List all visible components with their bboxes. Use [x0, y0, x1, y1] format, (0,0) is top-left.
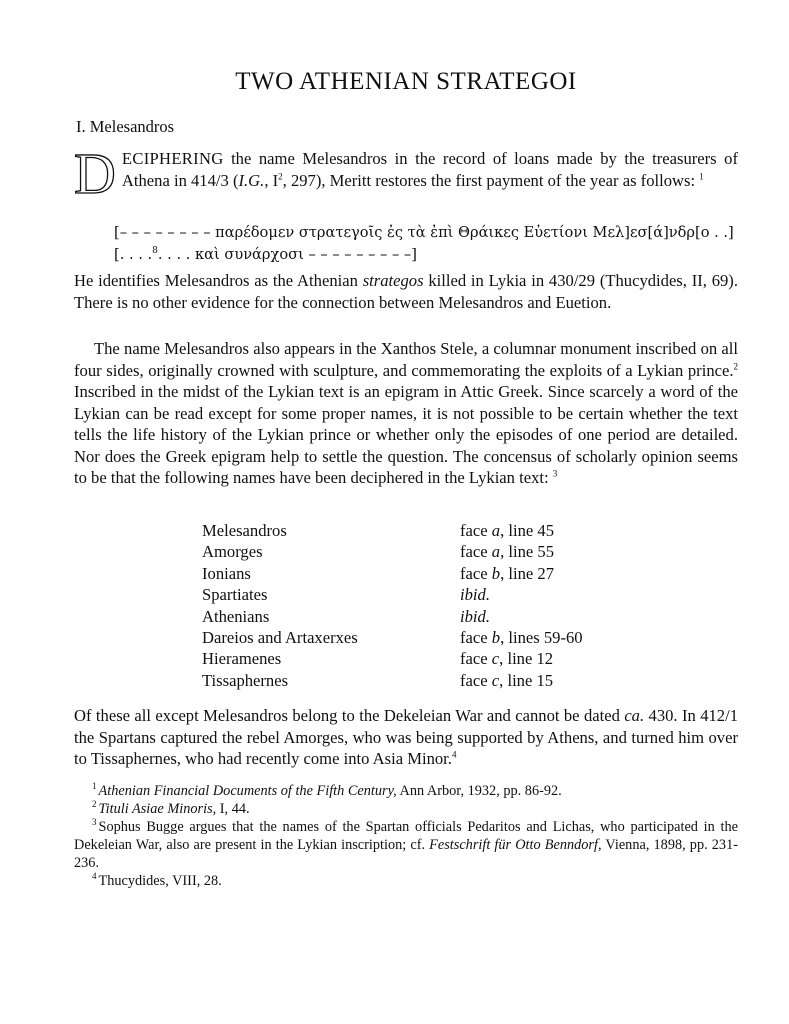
paragraph-2: He identifies Melesandros as the Athenian strategos killed in Lykia in 430/29 (Thucydides, II, 69). There is no other evidence for the connection between Melesandros and Euetion.: [74, 271, 738, 312]
footnote-4: $^4$ Thucydides, VIII, 28.: [92, 871, 222, 889]
name-cell: Melesandros: [202, 521, 287, 540]
paragraph-3: The name Melesandros also appears in the Xanthos Stele, a columnar monument inscribed on all four sides, originally crowned with sculpture, and commemorating the exploits of a Lykian prince.$^2$ Inscribed in the midst of the Lykian text is an epigram in Attic Greek. Since scarcely a word of the Lykian can be read except for some proper names, it is not possible to be certain whether the text tells the life history of the Lykian prince or whether only the episodes of one period are detailed. Nor does the Greek epigram help to settle the question. The concensus of scholarly opinion seems to be that the following names have been deciphered in the Lykian text: $^3$: [74, 339, 738, 487]
table-row: [202, 648, 662, 669]
ref-cell: face c, line 12: [460, 649, 554, 669]
section-heading: I. Melesandros: [76, 117, 175, 136]
opening-word: ECIPHERING: [121, 149, 224, 168]
footnote-ref-2[interactable]: 2: [733, 360, 738, 371]
table-row: [202, 541, 662, 562]
table-row: [202, 627, 662, 648]
footnote-2: $^2$ Tituli Asiae Minoris, I, 44.: [92, 799, 250, 817]
footnote-1: $^1$ Athenian Financial Documents of the Fifth Century, Ann Arbor, 1932, pp. 86-92.: [92, 781, 562, 799]
name-cell: Ionians: [202, 563, 251, 583]
footnote-3: $^3$ Sophus Bugge argues that the names of the Spartan officials Pedaritos and Lichas, who participated in the Dekeleian War, also are present in the Lykian inscription; cf. Festschrift für Otto Benndorf, Vienna, 1898, pp. 231-236.: [74, 817, 738, 871]
ref-cell: ibid.: [460, 585, 490, 605]
ref-cell: face a, line 45: [460, 521, 554, 540]
footnote-ref-1[interactable]: 1: [699, 170, 704, 181]
name-cell: Hieramenes: [202, 649, 282, 669]
drop-cap: D: [74, 141, 116, 206]
greek-restoration-line-1: [– – – – – – – – παρέδομεν στρατεγοῖς ἐς τὰ ἐπὶ Θράικες Εὐετίονι Μελ]εσ[ά]νδρ[ο . .]: [114, 224, 734, 241]
page-title: TWO ATHENIAN STRATEGOI: [235, 68, 577, 95]
paragraph-4: Of these all except Melesandros belong to the Dekeleian War and cannot be dated ca. 430. In 412/1 the Spartans captured the rebel Amorges, who was being supported by Athens, and turned him over to Tissaphernes, who had recently come into Asia Minor.$^4$: [74, 706, 739, 768]
ref-cell: face b, lines 59-60: [460, 627, 583, 647]
name-cell: Amorges: [202, 542, 263, 562]
name-cell: Spartiates: [202, 585, 268, 605]
table-row: [202, 670, 662, 691]
footnote-ref-4[interactable]: 4: [451, 749, 457, 760]
name-cell: Athenians: [202, 606, 270, 626]
table-row: [202, 584, 662, 605]
table-row: [202, 520, 662, 541]
table-row: [202, 563, 662, 584]
table-row: [202, 606, 662, 627]
ref-cell: face b, line 27: [460, 563, 554, 583]
footnotes: [74, 782, 738, 890]
ref-cell: face a, line 55: [460, 542, 554, 562]
name-cell: Dareios and Artaxerxes: [202, 627, 358, 647]
ref-cell: ibid.: [460, 606, 490, 626]
paragraph-1: DECIPHERING the name Melesandros in the record of loans made by the treasurers of Athena in 414/3 (I.G., $I^2$, 297), Meritt restores the first payment of the year as follows: $^1$: [74, 141, 738, 206]
names-table: [202, 520, 662, 691]
greek-restoration-line-2: [. . . .$^8$. . . . καὶ συνάρχοσι – – – – – – – – –]: [114, 246, 417, 263]
footnote-ref-3[interactable]: 3: [552, 468, 558, 479]
name-cell: Tissaphernes: [202, 670, 289, 690]
ref-cell: face c, line 15: [460, 670, 554, 690]
